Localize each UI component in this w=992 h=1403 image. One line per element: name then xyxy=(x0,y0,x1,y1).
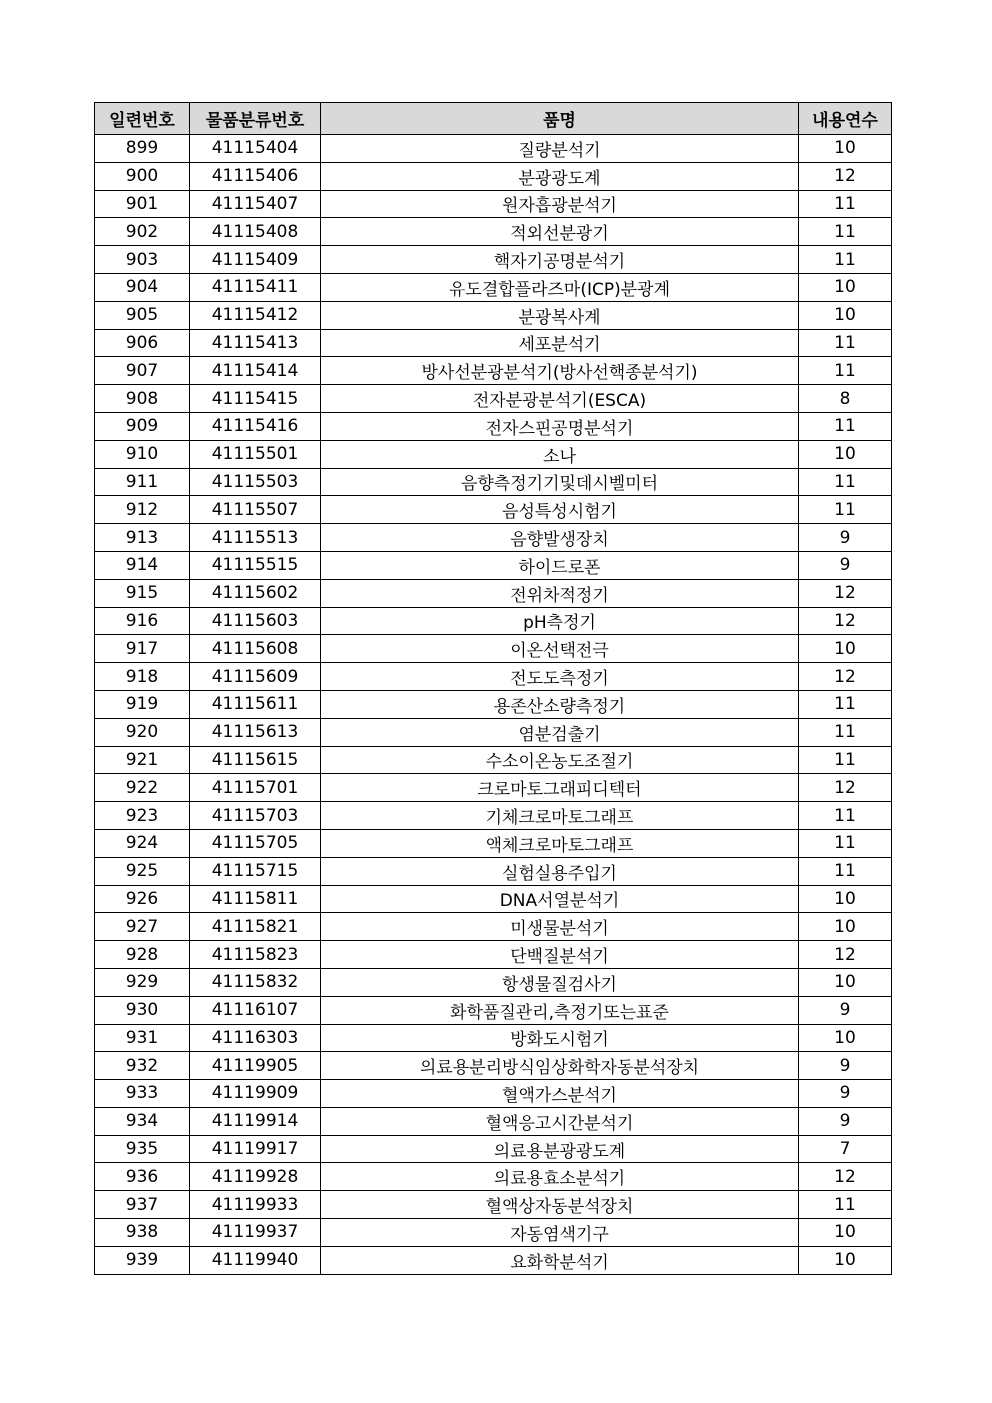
cell-serial-number: 914 xyxy=(95,551,190,579)
cell-useful-life: 11 xyxy=(799,329,892,357)
cell-serial-number: 936 xyxy=(95,1163,190,1191)
cell-serial-number: 931 xyxy=(95,1024,190,1052)
cell-serial-number: 932 xyxy=(95,1052,190,1080)
table-row xyxy=(95,273,892,301)
cell-useful-life: 12 xyxy=(799,1163,892,1191)
header-classification-number: 물품분류번호 xyxy=(190,103,321,135)
cell-item-name: 음향발생장치 xyxy=(321,524,799,552)
cell-serial-number: 933 xyxy=(95,1080,190,1108)
cell-classification-number: 41115513 xyxy=(190,524,321,552)
table-row xyxy=(95,440,892,468)
cell-serial-number: 937 xyxy=(95,1191,190,1219)
cell-useful-life: 8 xyxy=(799,385,892,413)
cell-useful-life: 10 xyxy=(799,885,892,913)
cell-serial-number: 927 xyxy=(95,913,190,941)
table-row xyxy=(95,1191,892,1219)
table-row xyxy=(95,162,892,190)
cell-classification-number: 41119905 xyxy=(190,1052,321,1080)
cell-item-name: 혈액응고시간분석기 xyxy=(321,1107,799,1135)
table-row xyxy=(95,635,892,663)
cell-serial-number: 920 xyxy=(95,718,190,746)
cell-item-name: 혈액상자동분석장치 xyxy=(321,1191,799,1219)
cell-item-name: 전자스핀공명분석기 xyxy=(321,412,799,440)
header-serial-number: 일련번호 xyxy=(95,103,190,135)
cell-classification-number: 41119928 xyxy=(190,1163,321,1191)
table-row xyxy=(95,1080,892,1108)
cell-serial-number: 900 xyxy=(95,162,190,190)
cell-useful-life: 9 xyxy=(799,996,892,1024)
cell-useful-life: 10 xyxy=(799,135,892,163)
cell-item-name: 하이드로폰 xyxy=(321,551,799,579)
cell-serial-number: 908 xyxy=(95,385,190,413)
table-header-row xyxy=(95,103,892,135)
cell-serial-number: 915 xyxy=(95,579,190,607)
cell-item-name: 분광광도계 xyxy=(321,162,799,190)
table-row xyxy=(95,941,892,969)
cell-useful-life: 10 xyxy=(799,440,892,468)
table-row xyxy=(95,802,892,830)
cell-serial-number: 939 xyxy=(95,1246,190,1274)
cell-useful-life: 11 xyxy=(799,468,892,496)
header-item-name: 품명 xyxy=(321,103,799,135)
table-row xyxy=(95,996,892,1024)
cell-serial-number: 923 xyxy=(95,802,190,830)
cell-classification-number: 41115615 xyxy=(190,746,321,774)
cell-classification-number: 41115406 xyxy=(190,162,321,190)
cell-useful-life: 11 xyxy=(799,496,892,524)
cell-item-name: 용존산소량측정기 xyxy=(321,690,799,718)
cell-classification-number: 41115602 xyxy=(190,579,321,607)
cell-serial-number: 921 xyxy=(95,746,190,774)
cell-item-name: pH측정기 xyxy=(321,607,799,635)
table-row xyxy=(95,913,892,941)
table-row xyxy=(95,246,892,274)
cell-useful-life: 11 xyxy=(799,190,892,218)
table-row xyxy=(95,1246,892,1274)
cell-useful-life: 10 xyxy=(799,1219,892,1247)
cell-classification-number: 41115404 xyxy=(190,135,321,163)
table-row xyxy=(95,1219,892,1247)
cell-classification-number: 41115613 xyxy=(190,718,321,746)
cell-classification-number: 41115811 xyxy=(190,885,321,913)
table-row xyxy=(95,412,892,440)
cell-item-name: 기체크로마토그래프 xyxy=(321,802,799,830)
table-row xyxy=(95,718,892,746)
table-row xyxy=(95,1135,892,1163)
cell-item-name: 핵자기공명분석기 xyxy=(321,246,799,274)
cell-classification-number: 41115416 xyxy=(190,412,321,440)
cell-useful-life: 12 xyxy=(799,162,892,190)
cell-useful-life: 11 xyxy=(799,690,892,718)
cell-serial-number: 904 xyxy=(95,273,190,301)
cell-useful-life: 11 xyxy=(799,857,892,885)
cell-item-name: 실험실용주입기 xyxy=(321,857,799,885)
cell-item-name: 음향측정기기및데시벨미터 xyxy=(321,468,799,496)
cell-item-name: 화학품질관리,측정기또는표준 xyxy=(321,996,799,1024)
cell-classification-number: 41115611 xyxy=(190,690,321,718)
cell-item-name: 혈액가스분석기 xyxy=(321,1080,799,1108)
cell-useful-life: 12 xyxy=(799,579,892,607)
cell-serial-number: 930 xyxy=(95,996,190,1024)
cell-useful-life: 12 xyxy=(799,663,892,691)
table-row xyxy=(95,663,892,691)
cell-item-name: DNA서열분석기 xyxy=(321,885,799,913)
cell-item-name: 항생물질검사기 xyxy=(321,968,799,996)
cell-item-name: 질량분석기 xyxy=(321,135,799,163)
table-row xyxy=(95,885,892,913)
cell-item-name: 방화도시험기 xyxy=(321,1024,799,1052)
cell-item-name: 세포분석기 xyxy=(321,329,799,357)
cell-serial-number: 926 xyxy=(95,885,190,913)
cell-item-name: 음성특성시험기 xyxy=(321,496,799,524)
cell-classification-number: 41115407 xyxy=(190,190,321,218)
cell-useful-life: 12 xyxy=(799,774,892,802)
cell-serial-number: 924 xyxy=(95,829,190,857)
cell-classification-number: 41116303 xyxy=(190,1024,321,1052)
cell-item-name: 의료용분리방식임상화학자동분석장치 xyxy=(321,1052,799,1080)
cell-serial-number: 905 xyxy=(95,301,190,329)
cell-classification-number: 41115507 xyxy=(190,496,321,524)
table-row xyxy=(95,218,892,246)
cell-item-name: 자동염색기구 xyxy=(321,1219,799,1247)
cell-classification-number: 41119940 xyxy=(190,1246,321,1274)
cell-item-name: 미생물분석기 xyxy=(321,913,799,941)
cell-classification-number: 41115412 xyxy=(190,301,321,329)
cell-serial-number: 906 xyxy=(95,329,190,357)
table-row xyxy=(95,524,892,552)
cell-useful-life: 9 xyxy=(799,1052,892,1080)
cell-serial-number: 917 xyxy=(95,635,190,663)
cell-item-name: 염분검출기 xyxy=(321,718,799,746)
cell-serial-number: 929 xyxy=(95,968,190,996)
cell-item-name: 단백질분석기 xyxy=(321,941,799,969)
table-row xyxy=(95,774,892,802)
cell-useful-life: 9 xyxy=(799,551,892,579)
table-row xyxy=(95,190,892,218)
cell-classification-number: 41115414 xyxy=(190,357,321,385)
table-row xyxy=(95,607,892,635)
cell-useful-life: 11 xyxy=(799,746,892,774)
cell-serial-number: 899 xyxy=(95,135,190,163)
table-row xyxy=(95,301,892,329)
cell-item-name: 요화학분석기 xyxy=(321,1246,799,1274)
table-row xyxy=(95,468,892,496)
cell-useful-life: 11 xyxy=(799,802,892,830)
table-row xyxy=(95,690,892,718)
cell-useful-life: 11 xyxy=(799,718,892,746)
cell-classification-number: 41115609 xyxy=(190,663,321,691)
cell-classification-number: 41115821 xyxy=(190,913,321,941)
cell-useful-life: 11 xyxy=(799,218,892,246)
cell-classification-number: 41119917 xyxy=(190,1135,321,1163)
cell-serial-number: 913 xyxy=(95,524,190,552)
table-row xyxy=(95,496,892,524)
cell-item-name: 전도도측정기 xyxy=(321,663,799,691)
cell-classification-number: 41115408 xyxy=(190,218,321,246)
cell-classification-number: 41115705 xyxy=(190,829,321,857)
cell-item-name: 의료용분광광도계 xyxy=(321,1135,799,1163)
cell-classification-number: 41115608 xyxy=(190,635,321,663)
cell-classification-number: 41119933 xyxy=(190,1191,321,1219)
cell-classification-number: 41115823 xyxy=(190,941,321,969)
table-row xyxy=(95,579,892,607)
cell-item-name: 소나 xyxy=(321,440,799,468)
cell-item-name: 전위차적정기 xyxy=(321,579,799,607)
cell-item-name: 수소이온농도조절기 xyxy=(321,746,799,774)
cell-useful-life: 11 xyxy=(799,1191,892,1219)
table-row xyxy=(95,829,892,857)
cell-serial-number: 918 xyxy=(95,663,190,691)
cell-classification-number: 41116107 xyxy=(190,996,321,1024)
cell-classification-number: 41115415 xyxy=(190,385,321,413)
cell-useful-life: 7 xyxy=(799,1135,892,1163)
table-row xyxy=(95,135,892,163)
cell-serial-number: 901 xyxy=(95,190,190,218)
cell-classification-number: 41119937 xyxy=(190,1219,321,1247)
table-row xyxy=(95,857,892,885)
cell-serial-number: 911 xyxy=(95,468,190,496)
cell-classification-number: 41115413 xyxy=(190,329,321,357)
cell-classification-number: 41115832 xyxy=(190,968,321,996)
cell-serial-number: 934 xyxy=(95,1107,190,1135)
cell-classification-number: 41115411 xyxy=(190,273,321,301)
cell-classification-number: 41115603 xyxy=(190,607,321,635)
cell-item-name: 적외선분광기 xyxy=(321,218,799,246)
cell-useful-life: 10 xyxy=(799,273,892,301)
cell-useful-life: 12 xyxy=(799,607,892,635)
cell-useful-life: 9 xyxy=(799,1107,892,1135)
cell-useful-life: 9 xyxy=(799,524,892,552)
cell-serial-number: 907 xyxy=(95,357,190,385)
table-row xyxy=(95,746,892,774)
cell-serial-number: 935 xyxy=(95,1135,190,1163)
cell-serial-number: 916 xyxy=(95,607,190,635)
table-row xyxy=(95,968,892,996)
cell-classification-number: 41115701 xyxy=(190,774,321,802)
cell-classification-number: 41115703 xyxy=(190,802,321,830)
cell-serial-number: 919 xyxy=(95,690,190,718)
cell-useful-life: 11 xyxy=(799,829,892,857)
cell-useful-life: 9 xyxy=(799,1080,892,1108)
cell-useful-life: 10 xyxy=(799,301,892,329)
cell-useful-life: 10 xyxy=(799,913,892,941)
cell-classification-number: 41115715 xyxy=(190,857,321,885)
cell-item-name: 분광복사계 xyxy=(321,301,799,329)
cell-item-name: 의료용효소분석기 xyxy=(321,1163,799,1191)
cell-classification-number: 41119909 xyxy=(190,1080,321,1108)
cell-useful-life: 10 xyxy=(799,1024,892,1052)
cell-serial-number: 902 xyxy=(95,218,190,246)
cell-item-name: 유도결합플라즈마(ICP)분광계 xyxy=(321,273,799,301)
cell-useful-life: 12 xyxy=(799,941,892,969)
cell-serial-number: 912 xyxy=(95,496,190,524)
table-row xyxy=(95,357,892,385)
inventory-table xyxy=(94,102,892,1275)
cell-item-name: 액체크로마토그래프 xyxy=(321,829,799,857)
cell-classification-number: 41115515 xyxy=(190,551,321,579)
cell-serial-number: 925 xyxy=(95,857,190,885)
cell-serial-number: 909 xyxy=(95,412,190,440)
cell-item-name: 크로마토그래피디텍터 xyxy=(321,774,799,802)
table-body xyxy=(95,135,892,1275)
cell-useful-life: 11 xyxy=(799,357,892,385)
cell-item-name: 원자흡광분석기 xyxy=(321,190,799,218)
table-row xyxy=(95,1163,892,1191)
cell-useful-life: 11 xyxy=(799,412,892,440)
header-useful-life: 내용연수 xyxy=(799,103,892,135)
cell-serial-number: 928 xyxy=(95,941,190,969)
cell-useful-life: 11 xyxy=(799,246,892,274)
cell-useful-life: 10 xyxy=(799,968,892,996)
cell-serial-number: 903 xyxy=(95,246,190,274)
cell-serial-number: 910 xyxy=(95,440,190,468)
cell-item-name: 방사선분광분석기(방사선핵종분석기) xyxy=(321,357,799,385)
cell-item-name: 이온선택전극 xyxy=(321,635,799,663)
cell-classification-number: 41119914 xyxy=(190,1107,321,1135)
cell-classification-number: 41115409 xyxy=(190,246,321,274)
cell-serial-number: 938 xyxy=(95,1219,190,1247)
cell-classification-number: 41115503 xyxy=(190,468,321,496)
table-row xyxy=(95,1052,892,1080)
cell-useful-life: 10 xyxy=(799,1246,892,1274)
table-row xyxy=(95,1107,892,1135)
cell-item-name: 전자분광분석기(ESCA) xyxy=(321,385,799,413)
cell-classification-number: 41115501 xyxy=(190,440,321,468)
cell-useful-life: 10 xyxy=(799,635,892,663)
table-row xyxy=(95,1024,892,1052)
table-row xyxy=(95,329,892,357)
table-row xyxy=(95,385,892,413)
cell-serial-number: 922 xyxy=(95,774,190,802)
table-row xyxy=(95,551,892,579)
